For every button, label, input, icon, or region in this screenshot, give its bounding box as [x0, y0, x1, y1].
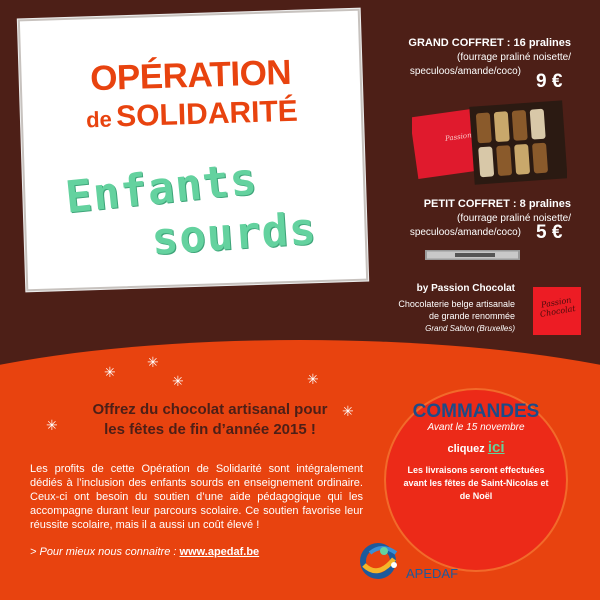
- solidarite-line: [23, 95, 362, 136]
- petit-coffret-price: 5 €: [536, 222, 563, 243]
- livraisons-text: Les livraisons seront effectuées avant les fêtes de Saint-Nicolas et de Noël: [403, 465, 549, 501]
- operation-title: OPÉRATION: [89, 52, 292, 99]
- petit-coffret-desc-2: speculoos/amande/coco): [409, 227, 521, 238]
- grand-coffret-image: [412, 100, 567, 188]
- petit-coffret-image: [425, 248, 520, 262]
- snowflake-icon: ✳: [342, 403, 354, 419]
- more-label: > Pour mieux nous connaitre :: [30, 546, 177, 558]
- passion-chocolat-name: by Passion Chocolat: [416, 283, 515, 294]
- apedaf-name: APEDAF: [406, 566, 459, 581]
- passion-chocolat-desc: [398, 298, 515, 322]
- title-solidarite: SOLIDARITÉ: [115, 94, 299, 134]
- petit-coffret-name: PETIT COFFRET : 8 pralines: [423, 198, 571, 210]
- offre-line-2: les fêtes de fin d’année 2015 !: [104, 421, 316, 438]
- snowflake-icon: ✳: [307, 371, 319, 387]
- snowflake-icon: ✳: [172, 373, 184, 389]
- title-de: de: [85, 106, 113, 133]
- order-link-ici[interactable]: ici: [487, 439, 505, 456]
- cliquez-line: [386, 439, 566, 456]
- passion-location: Grand Sablon (Bruxelles): [425, 324, 515, 333]
- passion-desc-1: Chocolaterie belge artisanale: [398, 299, 515, 309]
- snowflake-icon: ✳: [46, 417, 58, 433]
- svg-text:Passion: Passion: [444, 131, 473, 143]
- offre-heading: [50, 400, 370, 440]
- apedaf-website-link[interactable]: www.apedaf.be: [179, 546, 260, 558]
- enfants-text: Enfants: [63, 153, 260, 224]
- passion-desc-2: de grande renommée: [428, 311, 515, 321]
- grand-coffret-name: GRAND COFFRET : 16 pralines: [408, 37, 571, 49]
- title-card: [18, 9, 368, 292]
- commandes-deadline: Avant le 15 novembre: [427, 422, 525, 433]
- description-paragraph: Les profits de cette Opération de Solidarité sont intégralement dédiés à l’inclusion des enfants sourds en enseignement ordinaire. Ceux-ci ont besoin du soutien d’une aide pédagogique qui les accompagne durant leur parcours scolaire. Ce soutien favorise leur réussite scolaire, mais il a aussi un coût élevé !: [30, 463, 363, 531]
- snowflake-icon: ✳: [147, 354, 159, 370]
- passion-logo-text: Passion Chocolat: [539, 295, 577, 319]
- grand-coffret-desc-1: (fourrage praliné noisette/: [457, 52, 571, 63]
- snowflake-icon: ✳: [104, 364, 116, 380]
- grand-coffret-price: 9 €: [536, 71, 563, 92]
- cliquez-label: cliquez: [447, 443, 485, 455]
- commandes-title: COMMANDES: [412, 401, 540, 422]
- passion-chocolat-logo: [533, 287, 581, 335]
- grand-coffret-desc-2: speculoos/amande/coco): [409, 66, 521, 77]
- more-info: [30, 546, 259, 558]
- offre-line-1: Offrez du chocolat artisanal pour: [92, 401, 328, 418]
- petit-coffret-desc-1: (fourrage praliné noisette/: [457, 213, 571, 224]
- sourds-text: sourds: [150, 203, 319, 266]
